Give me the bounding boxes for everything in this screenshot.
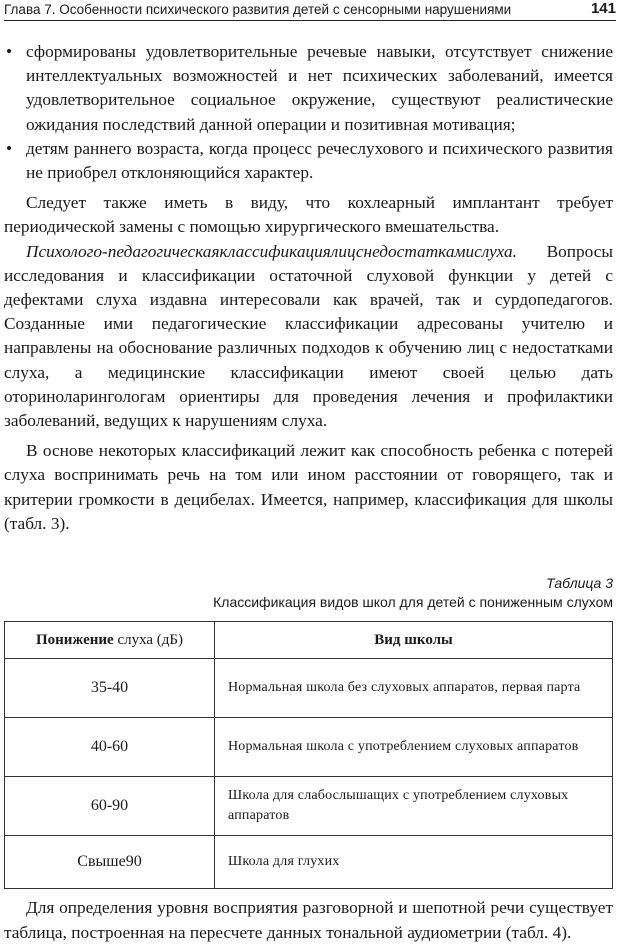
paragraph: Для определения уровня восприятия разговорной и шепотной речи существует таблица, построенная на пересчете данных тональной аудиометрии (табл. 4). [4, 898, 613, 942]
bullet-text: детям раннего возраста, когда процесс речеслухового и психического развития не приобрел отклоняющийся характер. [26, 138, 613, 183]
school-type: Школа для глухих [215, 836, 613, 889]
loss-value: 60-90 [5, 777, 215, 836]
section-heading: Психолого-педагогическаяклассификациялицснедостаткамислуха. [26, 241, 517, 261]
paragraph: Следует также иметь в виду, что кохлеарный имплантант требует периодической замены с помощью хирургического вмешательства. [4, 193, 613, 237]
body-text [4, 40, 613, 536]
bullet-item [4, 40, 613, 137]
paragraph: В основе некоторых классификаций лежит как способность ребенка с потерей слуха воспринимать речь на том или ином расстоянии от говорящего, так и критерии громкости в децибелах. Имеется, например, классификация для школы (табл. 3). [4, 441, 613, 533]
schools-table [4, 621, 613, 889]
table-title: Классификация видов школ для детей с пониженным слухом [213, 594, 613, 610]
chapter-title: Глава 7. Особенности психического развития детей с сенсорными нарушениями [4, 2, 512, 17]
school-type: Нормальная школа с употреблением слуховых аппаратов [215, 718, 613, 777]
page-number: 141 [590, 0, 616, 17]
table-row [5, 777, 613, 836]
paragraph [4, 240, 613, 434]
loss-value: 40-60 [5, 718, 215, 777]
bullet-icon: • [6, 138, 13, 158]
table-header-row [5, 622, 613, 659]
col-header-school: Вид школы [215, 622, 613, 659]
loss-value: 35-40 [5, 659, 215, 718]
school-type: Школа для слабослышащих с употреблением слуховых аппаратов [215, 777, 613, 836]
school-type: Нормальная школа без слуховых аппаратов, первая парта [215, 659, 613, 718]
table-row [5, 836, 613, 889]
running-header [4, 0, 616, 21]
col-header-loss: Понижение слуха (дБ) [5, 622, 215, 659]
table-label: Таблица 3 [546, 575, 613, 591]
loss-value: Свыше90 [5, 836, 215, 889]
table-row [5, 659, 613, 718]
paragraph-text: Вопросы исследования и классификации остаточной слуховой функции у детей с дефектами слуха издавна интересовали как врачей, так и сурдопедагогов. Созданные ими педагогические классификации адресованы учителю и направлены на обоснование различных подходов к обучению лиц с недостатками слуха, а медицинские классификации имеют своей целью дать оториноларингологам ориентиры для проведения лечения и профилактики заболеваний, ведущих к нарушениям слуха. [4, 241, 613, 431]
bullet-item [4, 137, 613, 185]
bullet-icon: • [6, 42, 13, 61]
table-row [5, 718, 613, 777]
bullet-text: сформированы удовлетворительные речевые навыки, отсутствует снижение интеллектуальных возможностей и нет психических заболеваний, имеется удовлетворительное социальное окружение, существуют реалистические ожидания последствий данной операции и позитивная мотивация; [26, 42, 613, 134]
table-caption [53, 574, 613, 612]
